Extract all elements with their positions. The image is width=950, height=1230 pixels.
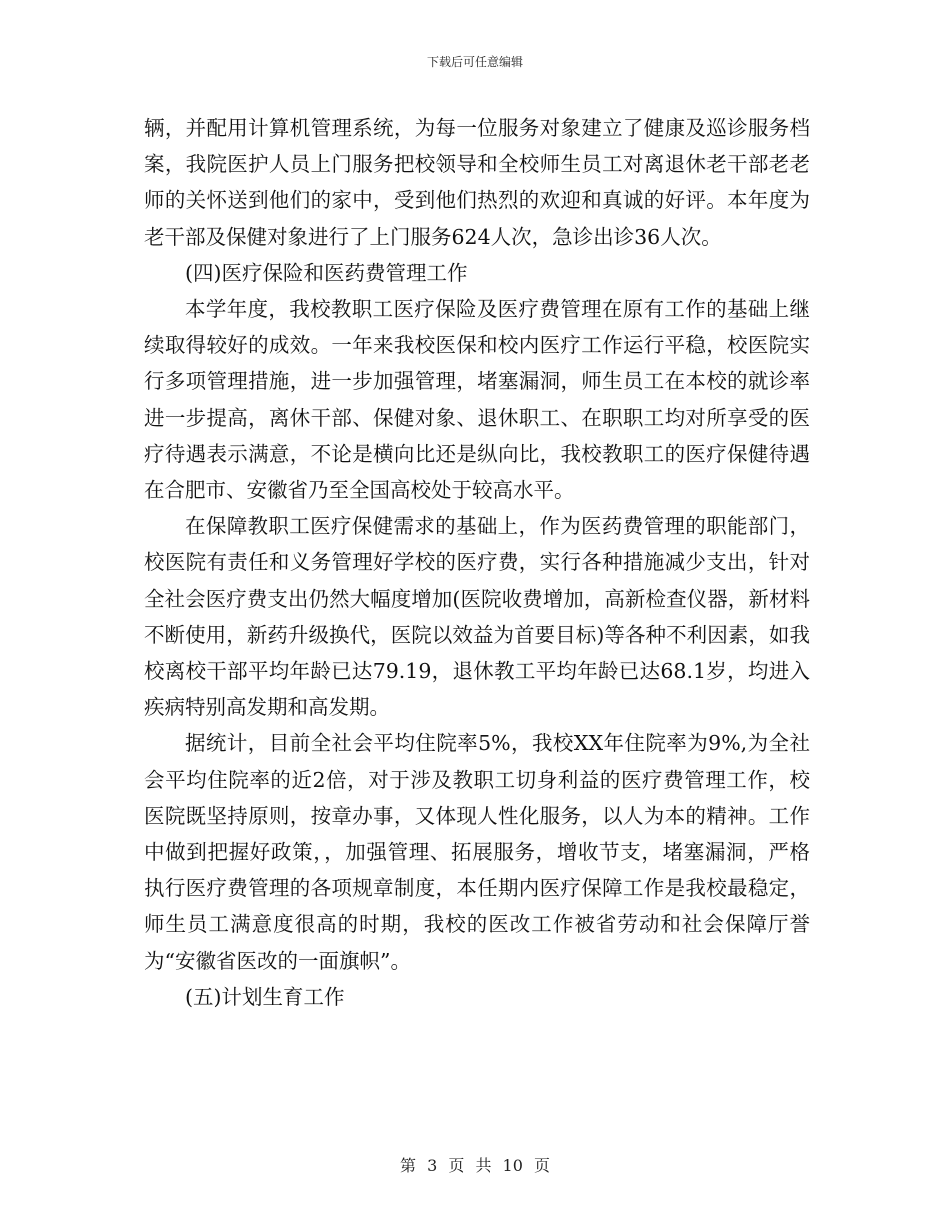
paragraph-continuation: 辆，并配用计算机管理系统，为每一位服务对象建立了健康及巡诊服务档案，我院医护人员上门服务把校领导和全校师生员工对离退休老干部老老师的关怀送到他们的家中，受到他们热烈的欢迎和真诚的好评。本年度为老干部及保健对象进行了上门服务624人次，急诊出诊36人次。 [144,116,810,249]
paragraph-insurance-overview: 本学年度，我校教职工医疗保险及医疗费管理在原有工作的基础上继续取得较好的成效。一年来我校医保和校内医疗工作运行平稳，校医院实行多项管理措施，进一步加强管理，堵塞漏洞，师生员工在本校的就诊率进一步提高，离休干部、保健对象、退休职工、在职职工均对所享受的医疗待遇表示满意，不论是横向比还是纵向比，我校教职工的医疗保健待遇在合肥市、安徽省乃至全国高校处于较高水平。 [144,297,810,503]
page-header-note: 下载后可任意编辑 [426,55,523,69]
paragraph-expense-management: 在保障教职工医疗保健需求的基础上，作为医药费管理的职能部门，校医院有责任和义务管理好学校的医疗费，实行各种措施减少支出，针对全社会医疗费支出仍然大幅度增加(医院收费增加，高新检查仪器，新材料不断使用，新药升级换代，医院以效益为首要目标)等各种不利因素，如我校离校干部平均年龄已达79.19，退休教工平均年龄已达68.1岁，均进入疾病特别高发期和高发期。 [144,514,810,720]
page-number-footer: 第 3 页 共 10 页 [400,1156,550,1175]
document-body [144,110,810,1015]
paragraph-statistics: 据统计，目前全社会平均住院率5%，我校XX年住院率为9%,为全社会平均住院率的近2倍，对于涉及教职工切身利益的医疗费管理工作，校医院既坚持原则，按章办事，又体现人性化服务，以人为本的精神。工作中做到把握好政策，，加强管理、拓展服务，增收节支，堵塞漏洞，严格执行医疗费管理的各项规章制度，本任期内医疗保障工作是我校最稳定，师生员工满意度很高的时期，我校的医改工作被省劳动和社会保障厅誉为“安徽省医改的一面旗帜”。 [144,731,810,973]
section-heading-family-planning: (五)计划生育工作 [185,984,345,1009]
section-heading-medical-insurance: (四)医疗保险和医药费管理工作 [185,260,468,285]
